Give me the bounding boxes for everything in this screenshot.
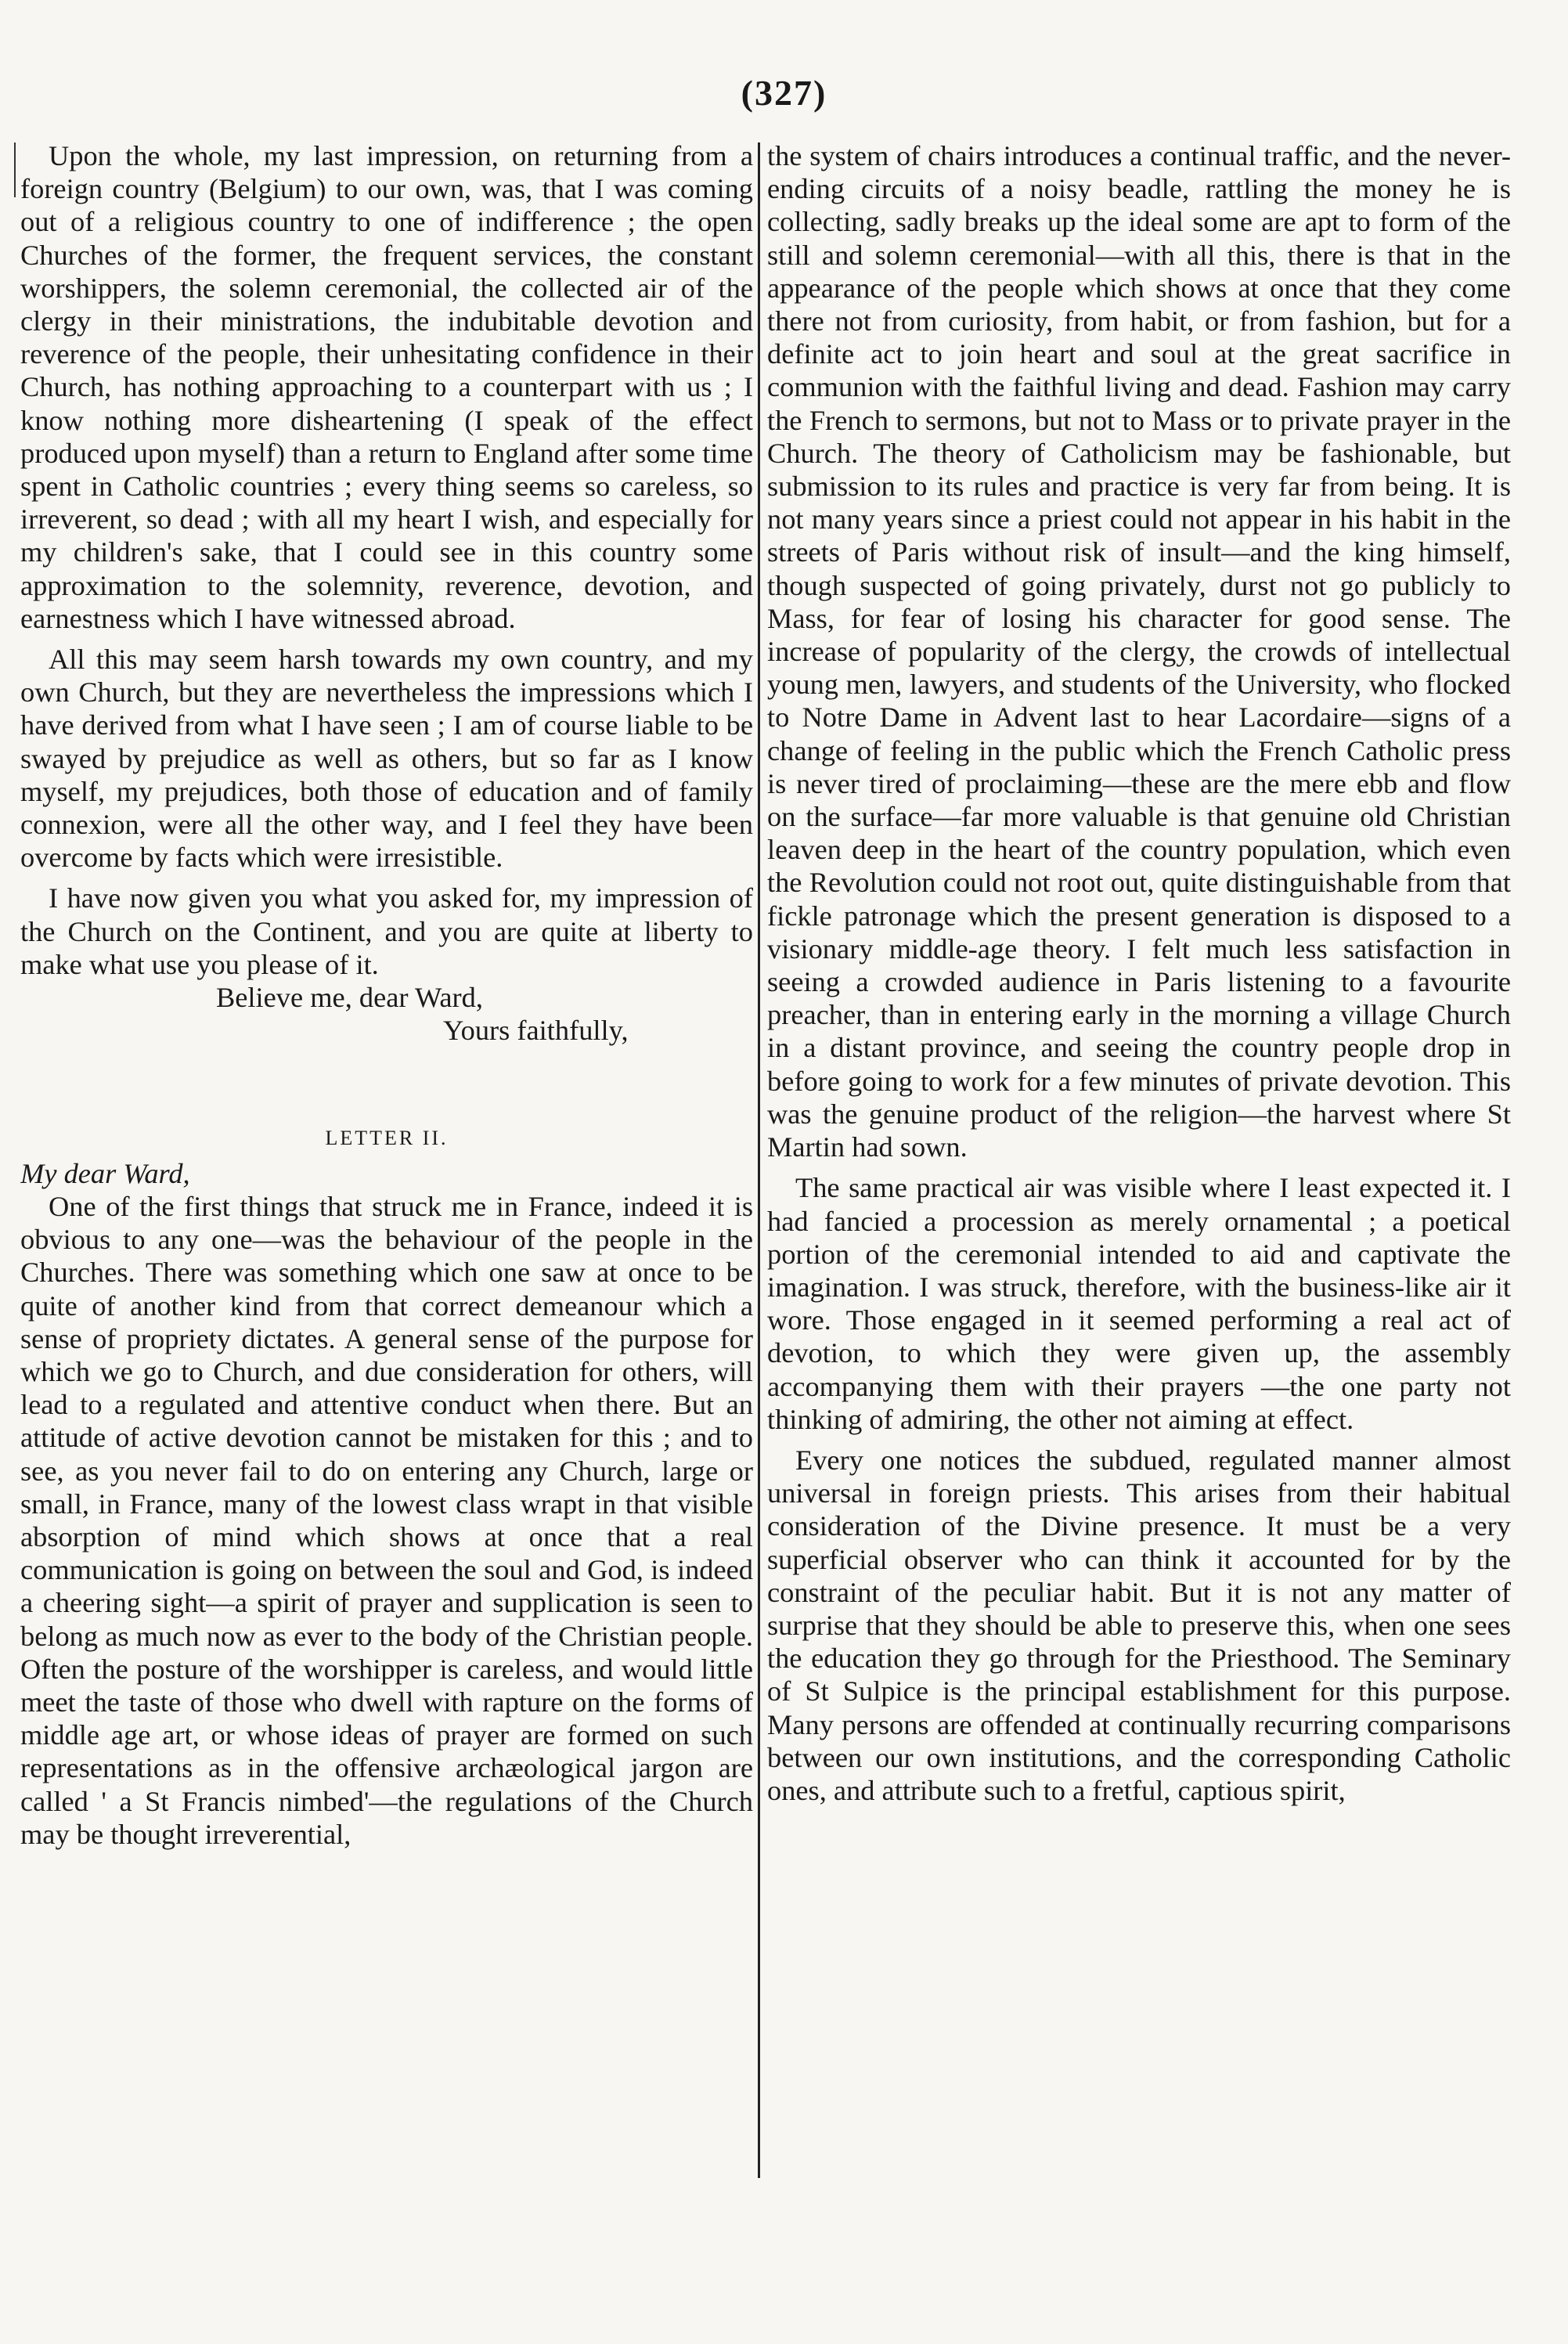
- paragraph: Upon the whole, my last impression, on returning from a foreign country (Belgium) to our own, was, that I was coming out of a religious country to one of indifference ; the open Churches of the former, the frequent services, the constant worshippers, the solemn ceremonial, the collected air of the clergy in their ministrations, the indubitable devotion and reverence of the people, their unhesitating confidence in their Church, has nothing approaching to a counterpart with us ; I know nothing more disheartening (I speak of the effect produced upon myself) than a return to England after some time spent in Catholic countries ; every thing seems so careless, so irreverent, so dead ; with all my heart I wish, and especially for my children's sake, that I could see in this country some approximation to the solemnity, reverence, devotion, and earnestness which I have witnessed abroad.: [20, 140, 753, 634]
- paragraph: All this may seem harsh towards my own country, and my own Church, but they are nevertheless the impressions which I have derived from what I have seen ; I am of course liable to be swayed by prejudice as well as others, but so far as I know myself, my prejudices, both those of education and of family connexion, were all the other way, and I feel they have been overcome by facts which were irresistible.: [20, 644, 753, 874]
- closing-signature: Yours faithfully,: [443, 1015, 629, 1047]
- column-rule: [758, 142, 760, 2178]
- paragraph: The same practical air was visible where I least expected it. I had fancied a procession as merely ornamental ; a poetical portion of the ceremonial intended to aid and captivate the imagination. I was struck, therefore, with the business-like air it wore. Those engaged in it seemed performing a real act of devotion, to which they were given up, the assembly accompanying them with their prayers —the one party not thinking of admiring, the other not aiming at effect.: [767, 1172, 1511, 1435]
- closing-line: Believe me, dear Ward,: [216, 982, 483, 1014]
- paragraph: One of the first things that struck me in France, indeed it is obvious to any one—was the behaviour of the people in the Churches. There was something which one saw at once to be quite of another kind from that correct demeanour which a sense of propriety dictates. A general sense of the purpose for which we go to Church, and due consideration for others, will lead to a regulated and attentive conduct when there. But an attitude of active devotion cannot be mistaken for this ; and to see, as you never fail to do on entering any Church, large or small, in France, many of the lowest class wrapt in that visible absorption of mind which shows at once that a real communication is going on between the soul and God, is indeed a cheering sight—a spirit of prayer and supplication is seen to belong as much now as ever to the body of the Christian people. Often the posture of the worshipper is careless, and would little meet the taste of those who dwell with rapture on the forms of middle age art, or whose ideas of prayer are formed on such representations as in the offensive archæological jargon are called ' a St Francis nimbed'—the regulations of the Church may be thought irreverential,: [20, 1190, 753, 1850]
- left-margin-mark: [14, 142, 16, 197]
- left-column: [20, 139, 753, 2206]
- page-number: (327): [741, 73, 827, 113]
- right-column: [767, 139, 1511, 2206]
- letter-closing: [20, 981, 753, 1047]
- paragraph: the system of chairs introduces a continual traffic, and the never-ending circuits of a noisy beadle, rattling the money he is collecting, sadly breaks up the ideal some are apt to form of the still and solemn ceremonial—with all this, there is that in the appearance of the people which shows at once that they come there not from curiosity, from habit, or from fashion, but for a definite act to join heart and soul at the great sacrifice in communion with the faithful living and dead. Fashion may carry the French to sermons, but not to Mass or to private prayer in the Church. The theory of Catholicism may be fashionable, but submission to its rules and practice is very far from being. It is not many years since a priest could not appear in his habit in the streets of Paris without risk of insult—and the king himself, though suspected of going privately, durst not go publicly to Mass, for fear of losing his character for good sense. The increase of popularity of the clergy, the crowds of intellectual young men, lawyers, and students of the University, who flocked to Notre Dame in Advent last to hear Lacordaire—signs of a change of feeling in the public which the French Catholic press is never tired of proclaiming—these are the mere ebb and flow on the surface—far more valuable is that genuine old Christian leaven deep in the heart of the country population, which even the Revolution could not root out, quite distinguishable from that fickle patronage which the present generation is disposed to a visionary middle-age theory. I felt much less satisfaction in seeing a crowded audience in Paris listening to a favourite preacher, than in entering early in the morning a village Church in a distant province, and seeing the country people drop in before going to work for a few minutes of private devotion. This was the genuine product of the religion—the harvest where St Martin had sown.: [767, 140, 1511, 1163]
- paragraph: Every one notices the subdued, regulated manner almost universal in foreign priests. This arises from their habitual consideration of the Divine presence. It must be a very superficial observer who can think it accounted for by the constraint of the peculiar habit. But it is not any matter of surprise that they should be able to preserve this, when one sees the education they go through for the Priesthood. The Seminary of St Sulpice is the principal establishment for this purpose. Many persons are offended at continually recurring comparisons between our own institutions, and the corresponding Catholic ones, and attribute such to a fretful, captious spirit,: [767, 1444, 1511, 1806]
- paragraph: I have now given you what you asked for, my impression of the Church on the Continent, and you are quite at liberty to make what use you please of it.: [20, 882, 753, 980]
- salutation: My dear Ward,: [20, 1157, 190, 1189]
- letter-heading: LETTER II.: [325, 1127, 449, 1150]
